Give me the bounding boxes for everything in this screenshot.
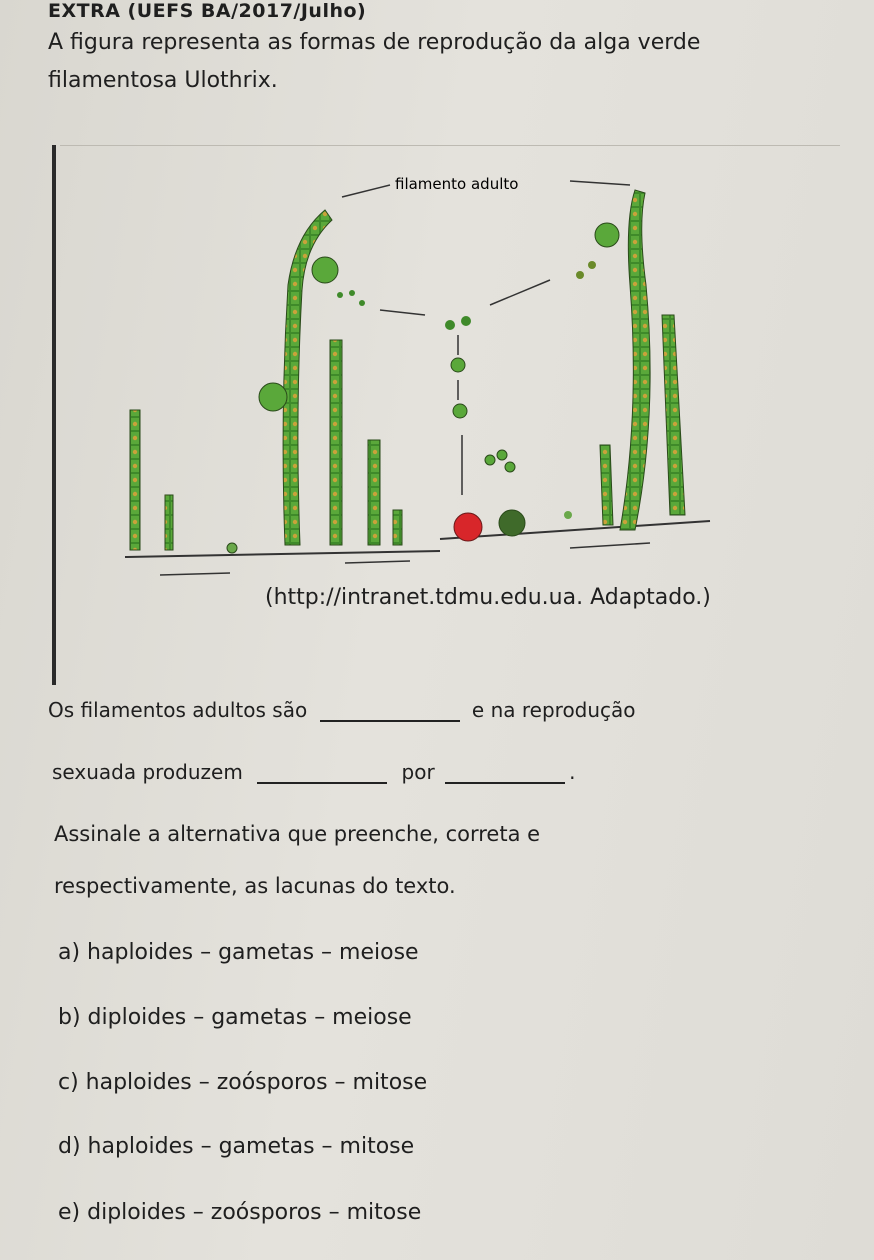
meiospore-1 <box>485 455 495 465</box>
fusing-gamete-1 <box>445 320 455 330</box>
question-line-1 <box>48 698 636 722</box>
option-c[interactable]: c) haploides – zoósporos – mitose <box>58 1070 428 1095</box>
filament-right-3 <box>600 445 613 525</box>
zygospore <box>454 513 482 541</box>
filament-small-1 <box>130 410 140 550</box>
arrow-gametes-right <box>490 280 550 305</box>
germling-1 <box>227 543 237 553</box>
blank-3 <box>445 762 565 784</box>
question-line-2 <box>52 760 575 784</box>
label-pointer-right <box>570 181 630 185</box>
label-pointer-left <box>342 185 390 197</box>
zygote-forming <box>451 358 465 372</box>
figure-label: filamento adulto <box>395 175 519 193</box>
option-a[interactable]: a) haploides – gametas – meiose <box>58 940 419 965</box>
gamete-1 <box>337 292 343 298</box>
question-source-header: EXTRA (UEFS BA/2017/Julho) <box>48 0 367 22</box>
meiospore-3 <box>505 462 515 472</box>
zygote <box>453 404 467 418</box>
arrow-gametes-left <box>380 310 425 315</box>
figure-source: (http://intranet.tdmu.edu.ua. Adaptado.) <box>265 585 711 610</box>
question-line-3: Assinale a alternativa que preenche, correta e <box>54 822 541 846</box>
filament-right-2 <box>662 315 685 515</box>
question-text-1a: Os filamentos adultos são <box>48 698 308 722</box>
gamete-right-2 <box>588 261 596 269</box>
arrow-bottom-right <box>570 543 650 548</box>
germling-2 <box>564 511 572 519</box>
filament-mid-3 <box>393 510 402 545</box>
question-text-2b: por <box>401 760 435 784</box>
arrow-bottom-left <box>160 573 230 575</box>
filament-mid-2 <box>368 440 380 545</box>
intro-text: A figura representa as formas de reprodução da alga verde filamentosa Ulothrix. <box>48 30 701 93</box>
ulothrix-life-cycle-figure <box>110 165 720 585</box>
question-text-2a: sexuada produzem <box>52 760 243 784</box>
gamete-right-1 <box>576 271 584 279</box>
filament-small-2 <box>165 495 173 550</box>
life-cycle-diagram <box>110 165 720 585</box>
figure-frame-top <box>60 145 840 146</box>
gamete-2 <box>349 290 355 296</box>
zoospore-release-2 <box>259 383 287 411</box>
figure-frame-left <box>52 145 56 685</box>
gamete-cluster-right <box>595 223 619 247</box>
option-d[interactable]: d) haploides – gametas – mitose <box>58 1134 415 1159</box>
fusing-gamete-2 <box>461 316 471 326</box>
option-b[interactable]: b) diploides – gametas – meiose <box>58 1005 412 1030</box>
meiospore-2 <box>497 450 507 460</box>
blank-1 <box>320 700 460 722</box>
blank-2 <box>257 762 387 784</box>
option-e[interactable]: e) diploides – zoósporos – mitose <box>58 1200 422 1225</box>
arrow-bottom-mid <box>345 561 410 563</box>
germinating-zygospore <box>499 510 525 536</box>
question-text-1b: e na reprodução <box>471 698 636 722</box>
question-text-2-end: . <box>569 760 576 784</box>
adult-filament-right <box>620 190 650 530</box>
zoospore-release-1 <box>312 257 338 283</box>
question-line-4: respectivamente, as lacunas do texto. <box>54 874 456 898</box>
gamete-3 <box>359 300 365 306</box>
substrate-line-left <box>125 551 440 557</box>
filament-mid-1 <box>330 340 342 545</box>
